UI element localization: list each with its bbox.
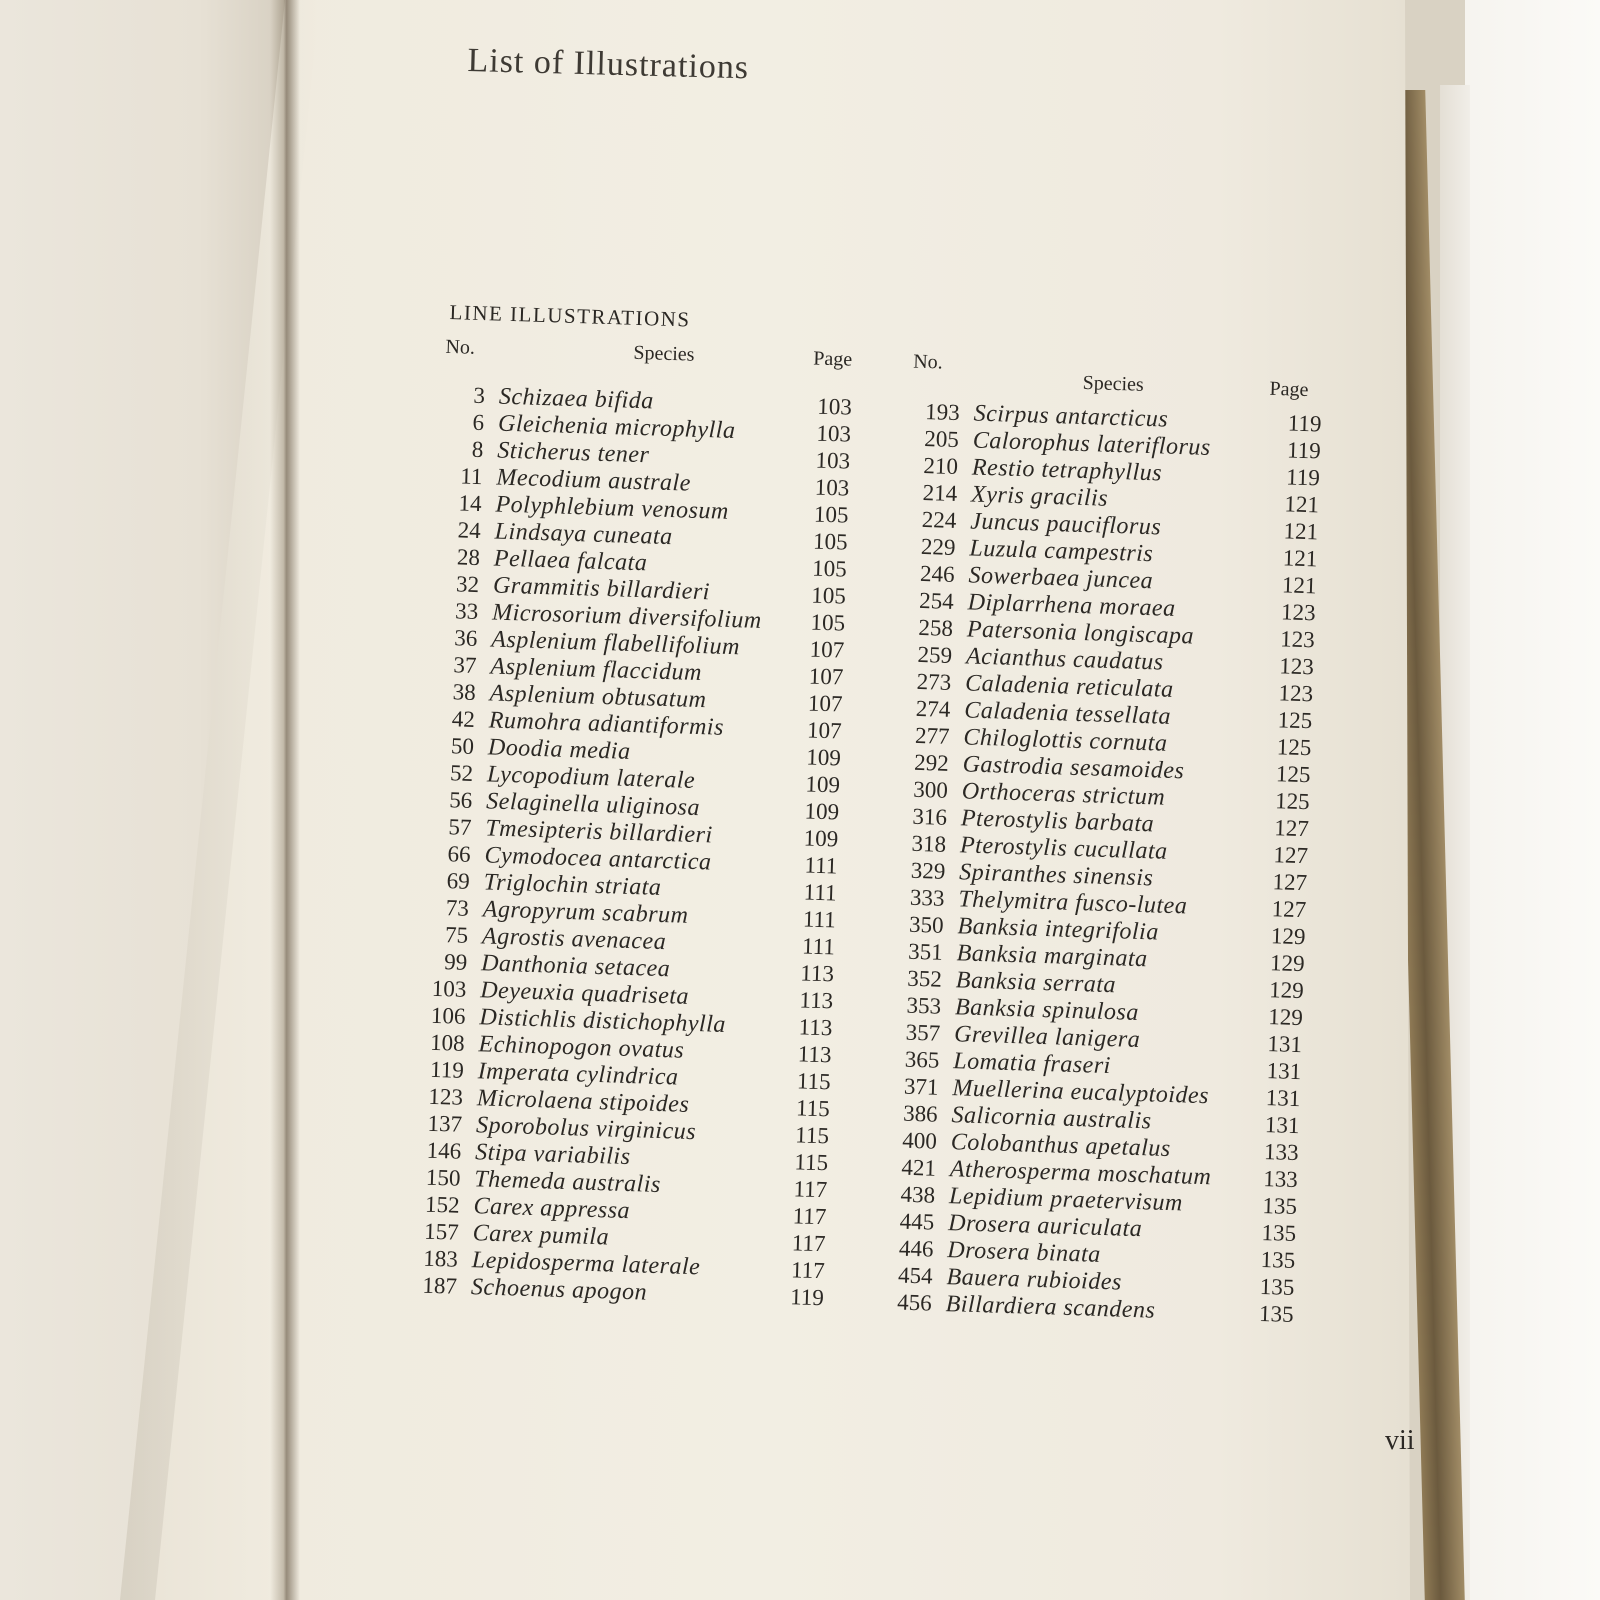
list-item	[901, 722, 1312, 761]
illustration-number: 137	[427, 1110, 463, 1137]
page-ref: 111	[803, 879, 837, 906]
species-name: Lycopodium laterale	[486, 761, 696, 794]
species-name: Orthoceras strictum	[961, 778, 1166, 811]
species-name: Scirpus antarcticus	[973, 400, 1169, 433]
species-name: Mecodium australe	[496, 464, 692, 497]
page-ref: 133	[1262, 1165, 1299, 1193]
left-page-header: Page	[812, 347, 853, 371]
illustration-number: 38	[452, 679, 477, 705]
page-ref: 109	[804, 798, 840, 825]
species-name: Doodia media	[487, 734, 631, 765]
list-item	[436, 409, 852, 447]
page-ref: 127	[1273, 842, 1309, 869]
species-name: Sticherus tener	[496, 437, 650, 469]
species-name: Triglochin striata	[483, 869, 662, 901]
page-ref: 113	[799, 960, 835, 987]
species-name: Microlaena stipoides	[476, 1085, 690, 1118]
page-ref: 111	[804, 852, 838, 879]
page-ref: 119	[1287, 410, 1322, 437]
illustration-number: 3	[473, 382, 486, 409]
illustration-number: 183	[422, 1245, 459, 1272]
illustration-number: 37	[453, 652, 477, 679]
list-item	[420, 921, 836, 960]
species-name: Cymodocea antarctica	[484, 842, 712, 876]
illustration-number: 75	[444, 922, 469, 948]
list-item	[417, 1002, 833, 1041]
illustration-number: 246	[919, 560, 956, 587]
species-name: Lepidosperma laterale	[471, 1247, 701, 1281]
species-name: Caladenia reticulata	[964, 670, 1174, 703]
species-name: Diplarrhena moraea	[967, 589, 1176, 622]
species-name: Banksia marginata	[956, 940, 1148, 973]
page-ref: 123	[1279, 626, 1316, 653]
species-name: Schizaea bifida	[498, 383, 655, 415]
species-name: Lepidium praetervisum	[948, 1183, 1184, 1217]
illustration-number: 69	[446, 868, 471, 894]
illustration-number: 205	[923, 425, 960, 453]
list-item	[423, 813, 839, 852]
page-ref: 131	[1266, 1058, 1302, 1085]
species-name: Carex appressa	[473, 1193, 631, 1225]
species-name: Distichlis distichophylla	[479, 1004, 727, 1039]
species-name: Acianthus caudatus	[965, 643, 1165, 676]
illustration-number: 214	[922, 479, 958, 507]
page-ref: 103	[815, 447, 851, 474]
species-name: Sowerbaea juncea	[968, 562, 1154, 595]
illustration-number: 438	[900, 1181, 936, 1208]
page-ref: 119	[1286, 437, 1322, 464]
species-name: Agrostis avenacea	[481, 923, 667, 956]
species-name: Luzula campestris	[969, 535, 1154, 568]
illustration-number: 273	[916, 668, 952, 695]
species-name: Banksia spinulosa	[954, 994, 1140, 1026]
right-species-header: Species	[1082, 371, 1145, 396]
species-name: Pterostylis barbata	[960, 805, 1155, 838]
page-ref: 129	[1268, 977, 1305, 1004]
species-name: Calorophus lateriflorus	[972, 427, 1212, 461]
page-ref: 119	[789, 1284, 825, 1311]
list-item	[884, 1262, 1295, 1301]
page-ref: 107	[807, 690, 843, 717]
species-name: Asplenium flaccidum	[490, 653, 703, 687]
page-ref: 129	[1268, 1004, 1304, 1031]
page-ref: 135	[1262, 1192, 1298, 1220]
list-item	[899, 803, 1310, 842]
list-item	[433, 490, 849, 528]
illustration-number: 274	[915, 695, 951, 722]
list-item	[434, 463, 850, 501]
page-ref: 125	[1275, 761, 1311, 788]
page-ref: 103	[816, 393, 853, 420]
illustration-number: 445	[899, 1208, 935, 1235]
illustration-number: 210	[923, 452, 959, 480]
list-item	[885, 1235, 1296, 1274]
list-item	[902, 695, 1313, 734]
page-ref: 115	[794, 1149, 829, 1176]
page-ref: 115	[795, 1095, 831, 1122]
species-name: Themeda australis	[473, 1166, 662, 1199]
list-item	[894, 938, 1305, 977]
page-ref: 115	[794, 1122, 830, 1149]
page-ref: 113	[797, 1041, 832, 1068]
list-item	[895, 911, 1306, 950]
illustration-number: 36	[453, 625, 478, 652]
illustration-number: 150	[425, 1164, 461, 1191]
list-item	[892, 1019, 1303, 1058]
page-ref: 105	[813, 501, 849, 528]
illustration-number: 187	[422, 1272, 458, 1299]
species-name: Pterostylis cucullata	[959, 832, 1169, 865]
right-column	[883, 398, 1322, 1327]
page-ref: 119	[1285, 464, 1321, 491]
page-ref: 105	[811, 555, 848, 582]
illustration-number: 371	[903, 1073, 939, 1100]
illustration-number: 229	[920, 533, 956, 560]
page-ref: 135	[1258, 1300, 1294, 1327]
list-item	[418, 975, 834, 1014]
page-ref: 135	[1261, 1219, 1297, 1247]
list-item	[429, 625, 845, 663]
list-item	[908, 506, 1319, 545]
illustration-number: 14	[458, 490, 483, 517]
illustration-number: 103	[431, 975, 467, 1002]
list-item	[910, 452, 1321, 491]
species-name: Asplenium obtusatum	[489, 680, 707, 714]
illustration-number: 119	[429, 1056, 465, 1083]
illustration-number: 318	[911, 830, 947, 857]
page-ref: 135	[1260, 1246, 1296, 1274]
species-name: Asplenium flabellifolium	[490, 626, 741, 661]
illustration-number: 333	[909, 884, 945, 911]
list-item	[424, 786, 840, 825]
species-name: Rumohra adiantiformis	[488, 707, 725, 741]
species-name: Schoenus apogon	[470, 1274, 648, 1306]
list-item	[426, 705, 843, 744]
illustration-number: 66	[447, 841, 471, 867]
list-item	[905, 587, 1316, 626]
illustration-number: 24	[457, 517, 482, 544]
illustration-number: 50	[450, 733, 475, 759]
page-ref: 117	[790, 1257, 826, 1284]
species-name: Xyris gracilis	[970, 481, 1109, 512]
page-ref: 123	[1278, 680, 1314, 707]
list-item	[411, 1191, 827, 1230]
species-name: Banksia integrifolia	[957, 913, 1160, 946]
illustration-number: 106	[430, 1002, 466, 1029]
list-item	[409, 1272, 825, 1311]
list-item	[898, 830, 1309, 869]
list-item	[904, 641, 1315, 680]
page-ref: 113	[798, 1014, 833, 1041]
page-ref: 103	[814, 474, 850, 501]
page-ref: 131	[1264, 1112, 1300, 1139]
page-ref: 103	[816, 420, 852, 447]
illustration-number: 446	[898, 1235, 934, 1262]
page-ref: 105	[812, 528, 848, 555]
right-page-header: Page	[1269, 377, 1309, 402]
illustration-number: 73	[445, 895, 470, 921]
illustration-number: 277	[914, 722, 950, 749]
page-ref: 109	[803, 825, 839, 852]
list-item	[911, 398, 1322, 437]
page-ref: 109	[805, 744, 842, 771]
species-name: Sporobolus virginicus	[475, 1112, 697, 1146]
illustration-number: 456	[896, 1289, 933, 1316]
list-item	[420, 894, 837, 933]
species-name: Chiloglottis cornuta	[963, 724, 1168, 757]
species-name: Bauera rubioides	[946, 1264, 1123, 1296]
illustration-number: 258	[918, 614, 954, 641]
illustration-number: 352	[907, 965, 943, 992]
species-name: Billardiera scandens	[945, 1291, 1156, 1324]
list-item	[888, 1127, 1300, 1166]
page-ref: 129	[1269, 950, 1305, 977]
list-item	[886, 1208, 1297, 1247]
left-species-header: Species	[633, 341, 695, 366]
list-item	[412, 1164, 828, 1203]
page-ref: 111	[801, 933, 836, 960]
illustration-number: 300	[912, 776, 949, 803]
page-ref: 107	[806, 717, 843, 744]
list-item	[409, 1245, 826, 1284]
page-ref: 121	[1284, 491, 1320, 518]
left-column	[409, 382, 853, 1311]
illustration-number: 350	[908, 911, 944, 938]
list-item	[907, 533, 1318, 572]
species-name: Gastrodia sesamoides	[962, 751, 1185, 785]
page-ref: 135	[1259, 1273, 1295, 1301]
illustration-number: 316	[912, 803, 948, 830]
page-ref: 125	[1274, 788, 1311, 815]
page-ref: 131	[1267, 1031, 1303, 1058]
species-name: Grevillea lanigera	[953, 1021, 1141, 1054]
list-item	[422, 840, 838, 879]
illustration-number: 11	[459, 463, 483, 490]
illustration-number: 146	[426, 1137, 462, 1164]
species-name: Spiranthes sinensis	[958, 859, 1154, 892]
illustration-number: 254	[918, 587, 955, 614]
species-name: Patersonia longiscapa	[966, 616, 1195, 650]
species-name: Juncus pauciflorus	[969, 508, 1162, 541]
illustration-number: 351	[907, 938, 944, 965]
list-item	[887, 1181, 1298, 1220]
illustration-number: 56	[448, 787, 473, 813]
species-name: Microsorium diversifolium	[491, 599, 763, 634]
species-name: Banksia serrata	[955, 967, 1117, 999]
illustration-number: 52	[449, 760, 474, 786]
species-name: Atherosperma moschatum	[949, 1156, 1212, 1191]
page-ref: 107	[809, 636, 845, 663]
illustration-number: 421	[901, 1154, 937, 1181]
list-item	[889, 1100, 1300, 1139]
illustration-number: 6	[472, 409, 485, 436]
species-name: Echinopogon ovatus	[478, 1031, 685, 1064]
illustration-number: 152	[424, 1191, 460, 1218]
species-name: Agropyrum scabrum	[482, 896, 689, 929]
species-name: Caladenia tessellata	[963, 697, 1172, 730]
list-item	[410, 1218, 826, 1257]
species-name: Gleichenia microphylla	[497, 410, 736, 445]
page-ref: 117	[793, 1176, 828, 1203]
page-title: List of Illustrations	[467, 42, 750, 87]
list-item	[890, 1073, 1301, 1112]
page-ref: 121	[1281, 572, 1317, 599]
list-item	[430, 598, 846, 636]
list-item	[415, 1056, 832, 1095]
species-name: Drosera binata	[946, 1237, 1102, 1268]
species-name: Polyphlebium venosum	[495, 491, 730, 525]
illustration-number: 157	[423, 1218, 460, 1245]
species-name: Danthonia setacea	[480, 950, 671, 983]
page-ref: 129	[1270, 923, 1306, 950]
list-item	[415, 1083, 831, 1122]
species-name: Lindsaya cuneata	[494, 518, 674, 551]
illustration-number: 292	[913, 749, 950, 776]
illustration-number: 353	[906, 992, 942, 1019]
list-item	[428, 652, 844, 690]
list-item	[900, 749, 1311, 788]
list-item	[435, 436, 851, 474]
illustration-number: 357	[905, 1019, 941, 1046]
list-item	[432, 517, 848, 555]
page-ref: 123	[1280, 599, 1316, 626]
list-item	[899, 776, 1311, 815]
list-item	[427, 678, 843, 717]
list-item	[904, 614, 1316, 653]
page-ref: 127	[1272, 869, 1308, 896]
illustration-number: 329	[910, 857, 946, 884]
species-name: Muellerina eucalyptoides	[952, 1075, 1210, 1110]
illustration-number: 57	[448, 814, 472, 840]
species-name: Drosera auriculata	[947, 1210, 1143, 1243]
illustration-number: 365	[904, 1046, 940, 1073]
list-item	[414, 1110, 830, 1149]
page-ref: 121	[1282, 545, 1318, 572]
list-item	[413, 1137, 829, 1176]
illustration-number: 8	[471, 436, 484, 463]
species-name: Carex pumila	[472, 1220, 610, 1251]
page-ref: 133	[1263, 1138, 1300, 1166]
species-name: Restio tetraphyllus	[971, 454, 1163, 487]
list-item	[893, 965, 1305, 1004]
species-name: Imperata cylindrica	[477, 1058, 679, 1091]
page-ref: 111	[802, 906, 837, 933]
section-heading: LINE ILLUSTRATIONS	[449, 300, 691, 332]
species-name: Salicornia australis	[951, 1102, 1152, 1135]
page-ref: 107	[808, 663, 844, 690]
list-item	[419, 948, 835, 987]
page-number: vii	[1385, 1425, 1415, 1456]
species-name: Stipa variabilis	[474, 1139, 631, 1171]
list-item	[903, 668, 1314, 707]
species-name: Thelymitra fusco-lutea	[958, 886, 1188, 920]
illustration-number: 123	[428, 1083, 464, 1110]
page-ref: 127	[1271, 896, 1307, 923]
illustration-number: 42	[451, 706, 476, 732]
species-name: Colobanthus apetalus	[950, 1129, 1172, 1163]
list-item	[910, 425, 1322, 464]
species-name: Lomatia fraseri	[952, 1048, 1112, 1080]
species-name: Tmesipteris billardieri	[485, 815, 714, 849]
list-item	[431, 571, 847, 609]
species-name: Deyeuxia quadriseta	[479, 977, 690, 1010]
list-item	[893, 992, 1304, 1031]
list-item	[896, 884, 1307, 923]
page-ref: 121	[1283, 518, 1319, 545]
illustration-number: 224	[921, 506, 957, 534]
list-item	[888, 1154, 1299, 1193]
list-item	[426, 732, 842, 771]
page-ref: 117	[791, 1230, 826, 1257]
list-item	[906, 560, 1317, 599]
illustration-number: 400	[901, 1127, 938, 1154]
list-item	[425, 759, 841, 798]
page-ref: 115	[796, 1068, 832, 1095]
page-ref: 109	[805, 771, 841, 798]
page-ref: 127	[1273, 815, 1310, 842]
illustration-number: 108	[429, 1029, 466, 1056]
illustration-number: 33	[454, 598, 479, 625]
page-ref: 113	[799, 987, 834, 1014]
list-item	[897, 857, 1308, 896]
list-item	[437, 382, 853, 420]
page-ref: 105	[811, 582, 847, 609]
illustration-number: 28	[456, 544, 481, 571]
illustration-number: 193	[924, 398, 961, 426]
page-ref: 125	[1276, 734, 1312, 761]
list-item	[421, 867, 837, 906]
illustration-number: 259	[917, 641, 953, 668]
illustration-number: 32	[455, 571, 480, 598]
page-ref: 131	[1265, 1085, 1301, 1112]
illustration-number: 386	[902, 1100, 939, 1127]
list-item	[416, 1029, 832, 1068]
list-item	[431, 544, 848, 582]
page-ref: 125	[1277, 707, 1313, 734]
right-no-header: No.	[912, 350, 944, 374]
page-ref: 117	[792, 1203, 827, 1230]
species-name: Grammitis billardieri	[492, 572, 711, 606]
page-ref: 105	[810, 609, 846, 636]
illustration-number: 99	[443, 949, 468, 975]
species-name: Pellaea falcata	[493, 545, 648, 577]
left-no-header: No.	[445, 335, 476, 359]
species-name: Selaginella uliginosa	[485, 788, 701, 822]
list-item	[909, 479, 1320, 518]
illustration-number: 454	[897, 1262, 933, 1289]
list-item	[891, 1046, 1302, 1085]
page-ref: 123	[1279, 653, 1315, 680]
list-item	[883, 1289, 1294, 1327]
